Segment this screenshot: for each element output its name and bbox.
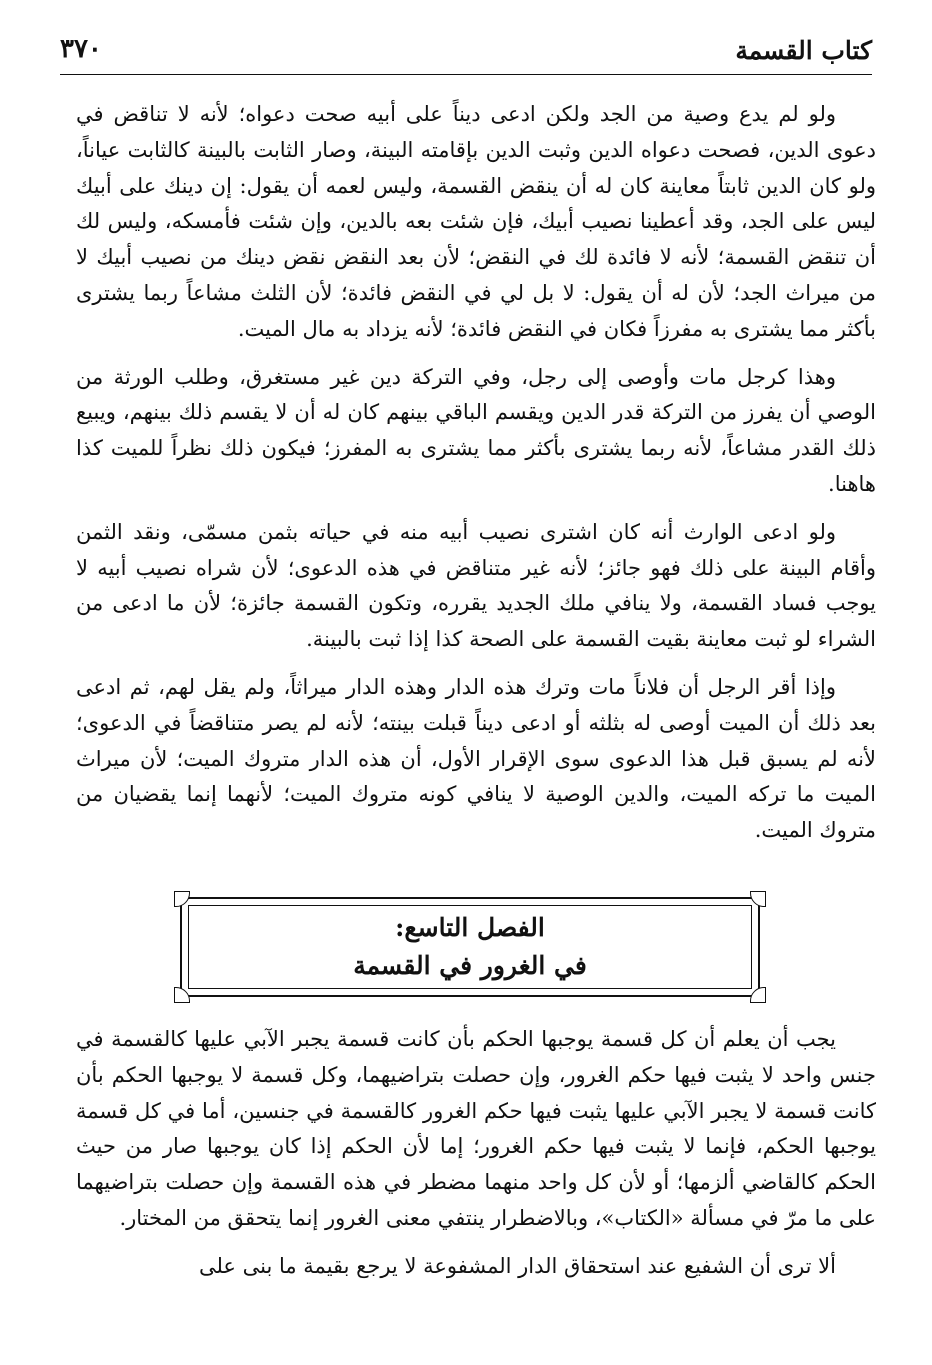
paragraph: وإذا أقر الرجل أن فلاناً مات وترك هذه الدار وهذه الدار ميراثاً، ولم يقل لهم، ثم ادعى بعد ذلك أن الميت أوصى له بثلثه أو ادعى ديناً قبلت بينته؛ لأنه لم يصر متناقضاً في الدعوى؛ لأنه لم يسبق قبل هذا الدعوى سوى الإقرار الأول، أن هذه الدار متروك الميت؛ لأن ميراث الميت ما تركه الميت، والدين الوصية لا ينافي كونه متروك الميت؛ لأنهما إنما يقضيان من متروك الميت. — [76, 674, 876, 843]
frame-corner-ornament — [750, 987, 766, 1003]
page-number: ٣٧٠ — [60, 34, 102, 64]
chapter-number: الفصل التاسع: — [395, 913, 545, 942]
paragraph: وهذا كرجل مات وأوصى إلى رجل، وفي التركة دين غير مستغرق، وطلب الورثة من الوصي أن يفرز من التركة قدر الدين ويقسم الباقي بينهم كان له أن لا يقسم ذلك بينهم، ويبيع ذلك القدر مشاعاً، لأنه ربما يشترى بأكثر مما يشترى به المفرز؛ فيكون ذلك نظراً للميت كذا هاهنا. — [76, 364, 876, 496]
body-text-bottom — [76, 1022, 876, 1297]
paragraph: ألا ترى أن الشفيع عند استحقاق الدار المشفوعة لا يرجع بقيمة ما بنى على — [198, 1253, 836, 1278]
chapter-title: في الغرور في القسمة — [353, 951, 587, 980]
frame-corner-ornament — [174, 987, 190, 1003]
paragraph: ولو ادعى الوارث أنه كان اشترى نصيب أبيه منه في حياته بثمن مسمّى، ونقد الثمن وأقام البينة على ذلك فهو جائز؛ لأنه غير متناقض في هذه الدعوى؛ لأن شراه نصيب أبيه لا يوجب فساد القسمة، ولا ينافي ملك الجديد يقرره، وتكون القسمة جائزة؛ لأن ما ادعى من الشراء لو ثبت معاينة بقيت القسمة على الصحة كذا إذا ثبت بالبينة. — [76, 519, 876, 652]
frame-corner-ornament — [750, 891, 766, 907]
paragraph: ولو لم يدع وصية من الجد ولكن ادعى ديناً على أبيه صحت دعواه؛ لأنه لا تناقض في دعوى الدين، فصحت دعواه الدين وثبت الدين بإقامته البينة، وصار الثابت بالبينة كالثابت عياناً، ولو كان الدين ثابتاً معاينة كان له أن ينقض القسمة، وليس لعمه أن يقول: إن دينك على أبيك ليس على الجد، وقد أعطينا نصيب أبيك، فإن شئت بعه بالدين، وإن شئت فأمسكه، وليس لك أن تنقض القسمة؛ لأنه لا فائدة لك في النقض؛ لأن بعد النقض نقض دينك من نصيب أبيك لا من ميراث الجد؛ لأن له أن يقول: لا بل لي في النقض فائدة؛ لأن الثلث مشاعاً ربما يشترى بأكثر مما يشترى به مفرزاً فكان في النقض فائدة؛ لأنه يزداد به مال الميت. — [76, 102, 876, 341]
chapter-heading-frame — [180, 897, 760, 997]
running-title: كتاب القسمة — [735, 36, 872, 65]
paragraph: يجب أن يعلم أن كل قسمة يوجبها الحكم بأن كانت قسمة يجبر الآبي عليها كالقسمة في جنس واحد لا يثبت فيها حكم الغرور، وإن حصلت بتراضيهما، وكل قسمة لا يوجبها الحكم بأن كانت قسمة لا يجبر الآبي عليها يثبت فيها حكم الغرور كالقسمة في جنسين، أما في كل قسمة يوجبها الحكم، فإنما لا يثبت فيها حكم الغرور؛ إما لأن الحكم إذا كان يوجبها صار من حيث الحكم كالقاضي ألزمها؛ أو لأن كل واحد منهما مضطر في هذه القسمة وإن حصلت بتراضيهما على ما مرّ في مسألة «الكتاب»، وبالاضطرار ينتفي معنى الغرور إنما يتحقق من المختار. — [76, 1027, 876, 1230]
body-text-top — [76, 97, 876, 861]
page-header — [60, 30, 872, 75]
